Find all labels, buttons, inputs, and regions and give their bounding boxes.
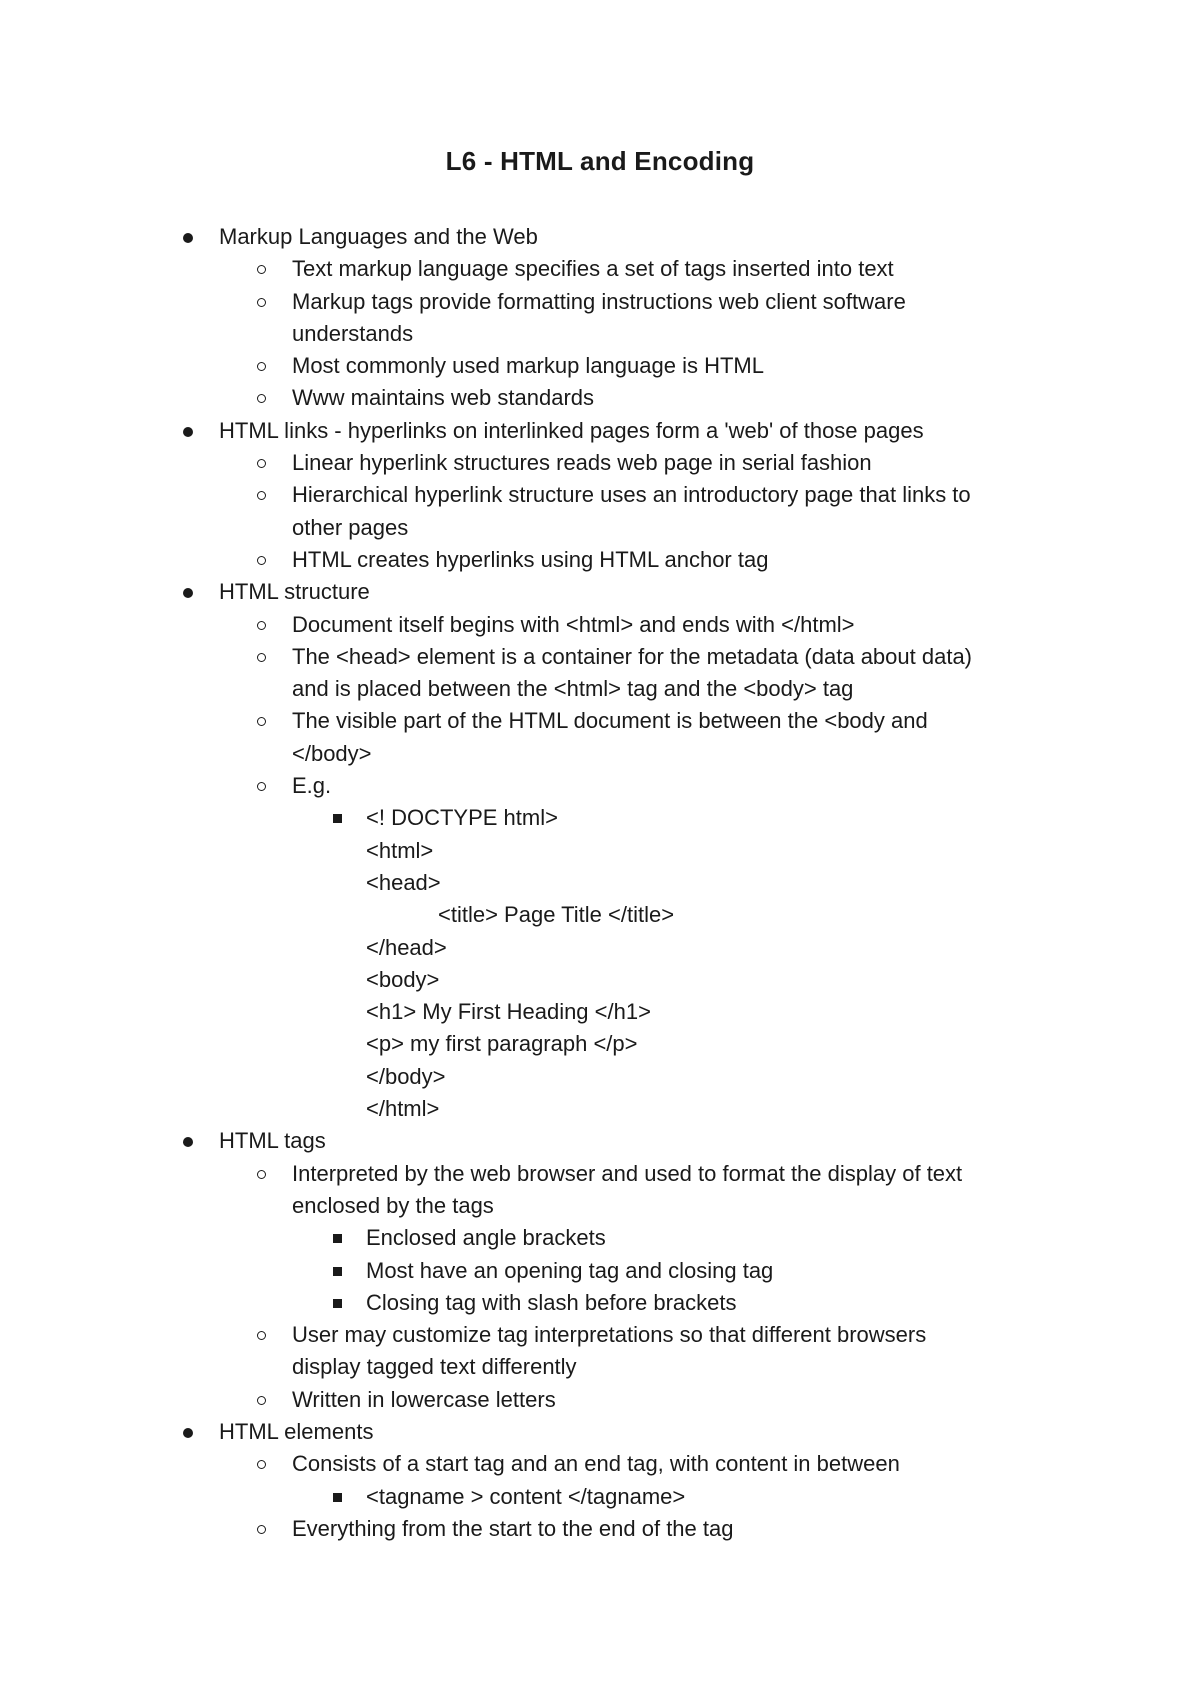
list-item-continuation [0,964,1200,996]
list-item-continuation [0,899,1200,931]
list-item-text: Written in lowercase letters [292,1386,556,1412]
list-item-text: display tagged text differently [292,1354,577,1380]
list-item-text: Most have an opening tag and closing tag [366,1257,774,1283]
list-item-text: </head> [366,934,447,960]
list-item-text: HTML structure [219,579,370,605]
list-item-text: Closing tag with slash before brackets [366,1289,737,1315]
list-item-continuation [0,1190,1200,1222]
list-item-text: <p> my first paragraph </p> [366,1031,638,1057]
hollow-circle-bullet-icon [257,1396,266,1405]
list-item [0,415,1200,447]
filled-square-bullet-icon [333,1493,342,1502]
hollow-circle-bullet-icon [257,717,266,726]
list-item-text: Linear hyperlink structures reads web page in serial fashion [292,450,872,476]
list-item-text: enclosed by the tags [292,1192,494,1218]
list-item-text: Consists of a start tag and an end tag, with content in between [292,1451,900,1477]
list-item-text: User may customize tag interpretations so that different browsers [292,1322,927,1348]
list-item [0,1416,1200,1448]
list-item-continuation [0,673,1200,705]
list-item-continuation [0,1093,1200,1125]
list-item-text: Interpreted by the web browser and used to format the display of text [292,1160,963,1186]
filled-circle-bullet-icon [183,233,193,243]
list-item-text: Markup Languages and the Web [219,224,538,249]
list-item-text: Hierarchical hyperlink structure uses an introductory page that links to [292,482,971,508]
list-item [0,705,1200,737]
list-item-text: HTML elements [219,1418,374,1444]
list-item [0,609,1200,641]
list-item-text: Document itself begins with <html> and ends with </html> [292,611,855,637]
list-item [0,1287,1200,1319]
hollow-circle-bullet-icon [257,265,266,274]
list-item [0,1384,1200,1416]
list-item-text: Enclosed angle brackets [366,1225,606,1251]
list-item-continuation [0,867,1200,899]
list-item [0,221,1200,253]
list-item-text: <! DOCTYPE html> [366,805,558,831]
list-item [0,1158,1200,1190]
list-item-continuation [0,835,1200,867]
list-item [0,286,1200,318]
list-item-text: </body> [292,740,372,766]
hollow-circle-bullet-icon [257,621,266,630]
hollow-circle-bullet-icon [257,394,266,403]
filled-circle-bullet-icon [183,1137,193,1147]
list-item-text: Markup tags provide formatting instructions web client software [292,288,906,314]
list-item-continuation [0,932,1200,964]
list-item [0,1319,1200,1351]
list-item-text: <title> Page Title </title> [438,902,675,928]
filled-square-bullet-icon [333,1299,342,1308]
list-item [0,382,1200,414]
hollow-circle-bullet-icon [257,1331,266,1340]
filled-circle-bullet-icon [183,588,193,598]
list-item-text: </body> [366,1063,446,1089]
bullet-list [0,221,1200,1545]
list-item-text: The <head> element is a container for the metadata (data about data) [292,643,973,669]
list-item-text: <html> [366,837,434,863]
list-item [0,641,1200,673]
list-item-continuation [0,738,1200,770]
list-item-text: Most commonly used markup language is HTML [292,353,764,379]
list-item [0,1448,1200,1480]
list-item-text: <h1> My First Heading </h1> [366,999,651,1025]
list-item-text: HTML links - hyperlinks on interlinked pages form a 'web' of those pages [219,417,924,443]
list-item-text: HTML creates hyperlinks using HTML anchor tag [292,546,769,572]
filled-square-bullet-icon [333,814,342,823]
list-item-text: HTML tags [219,1128,326,1154]
list-item [0,1125,1200,1157]
list-item [0,1481,1200,1513]
list-item-continuation [0,1351,1200,1383]
filled-square-bullet-icon [333,1234,342,1243]
list-item [0,479,1200,511]
filled-square-bullet-icon [333,1267,342,1276]
hollow-circle-bullet-icon [257,782,266,791]
list-item [0,1513,1200,1545]
list-item-text: understands [292,320,414,346]
list-item-text: other pages [292,514,409,540]
hollow-circle-bullet-icon [257,1525,266,1534]
list-item [0,253,1200,285]
list-item-continuation [0,996,1200,1028]
list-item-text: The visible part of the HTML document is between the <body and [292,708,928,734]
list-item-continuation [0,512,1200,544]
filled-circle-bullet-icon [183,427,193,437]
hollow-circle-bullet-icon [257,298,266,307]
list-item [0,350,1200,382]
list-item-text: <head> [366,869,441,895]
list-item-text: Www maintains web standards [292,385,595,411]
filled-circle-bullet-icon [183,1428,193,1438]
hollow-circle-bullet-icon [257,1460,266,1469]
list-item [0,770,1200,802]
list-item [0,802,1200,834]
list-item-text: </html> [366,1096,440,1122]
list-item [0,447,1200,479]
list-item-text: <body> [366,966,440,992]
list-item-text: Text markup language specifies a set of tags inserted into text [292,256,894,282]
list-item [0,1222,1200,1254]
list-item-continuation [0,1028,1200,1060]
list-item-text: Everything from the start to the end of the tag [292,1515,734,1541]
list-item-text: E.g. [292,773,332,799]
list-item-text: and is placed between the <html> tag and the <body> tag [292,676,854,702]
list-item [0,1255,1200,1287]
hollow-circle-bullet-icon [257,1170,266,1179]
hollow-circle-bullet-icon [257,362,266,371]
list-item-continuation [0,1061,1200,1093]
list-item-text: <tagname > content </tagname> [366,1483,686,1509]
hollow-circle-bullet-icon [257,653,266,662]
hollow-circle-bullet-icon [257,491,266,500]
list-item-continuation [0,318,1200,350]
hollow-circle-bullet-icon [257,556,266,565]
page-title: L6 - HTML and Encoding [445,146,755,176]
list-item [0,576,1200,608]
hollow-circle-bullet-icon [257,459,266,468]
list-item [0,544,1200,576]
